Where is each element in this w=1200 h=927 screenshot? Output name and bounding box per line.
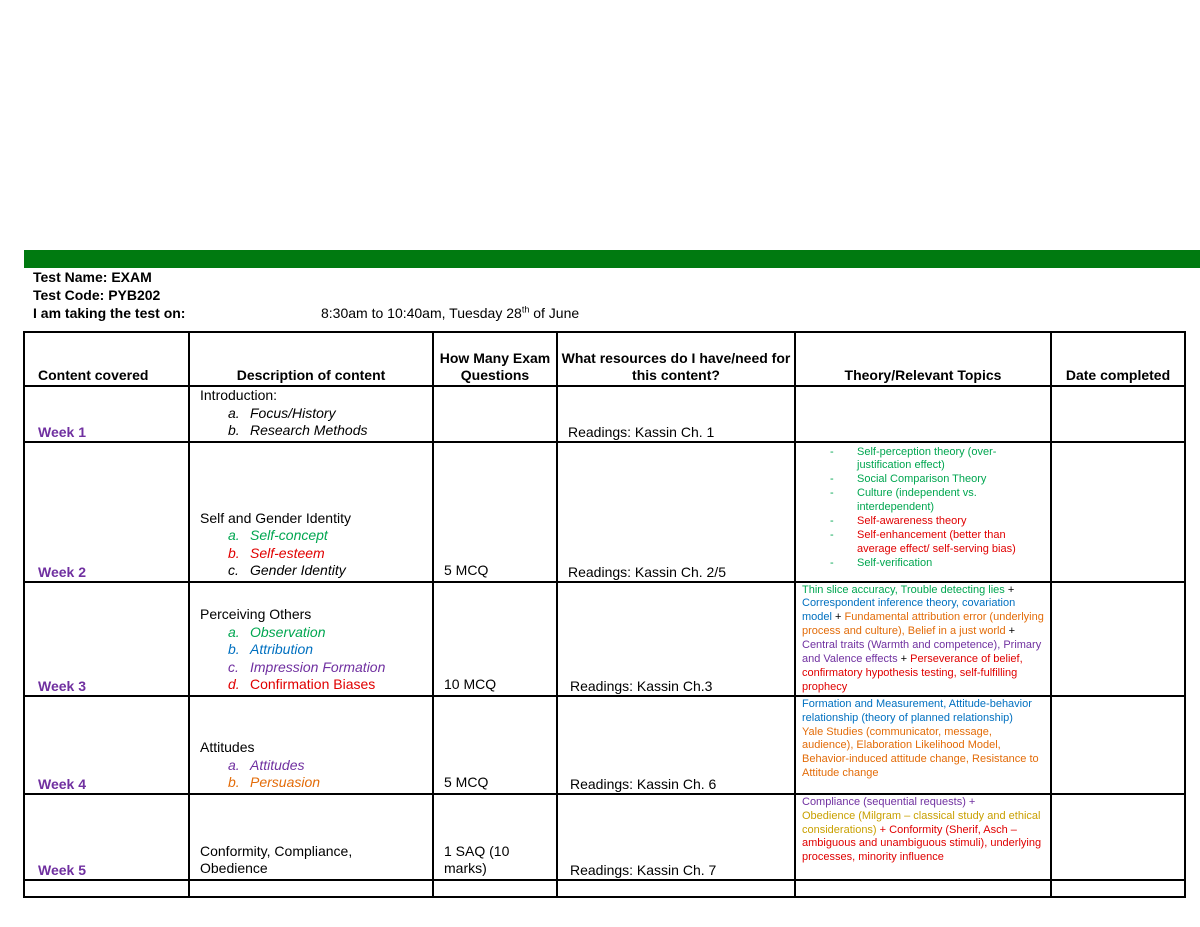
table-row [24, 582, 1185, 696]
resources-cell: Readings: Kassin Ch. 7 [557, 794, 795, 880]
description-title: Conformity, Compliance, Obedience [200, 842, 353, 877]
resources-cell: Readings: Kassin Ch. 1 [557, 386, 795, 442]
topic-bullet: - Self-verification [830, 556, 933, 569]
table-row-empty [24, 880, 1185, 897]
table-row [24, 696, 1185, 794]
table-row [24, 794, 1185, 880]
col-header-resources: What resources do I have/need for this content? [557, 332, 795, 386]
questions-cell: 1 SAQ (10 marks) [433, 794, 557, 880]
topics-list [802, 446, 1044, 571]
topics-cell [795, 386, 1051, 442]
description-item: a. Focus/History [228, 404, 336, 421]
description-title: Perceiving Others [200, 606, 312, 623]
week-label: Week 4 [24, 696, 189, 794]
taking-test-label: I am taking the test on: [33, 305, 186, 321]
week-label: Week 1 [24, 386, 189, 442]
date-completed-cell[interactable] [1051, 442, 1185, 582]
topics-cell [795, 696, 1051, 794]
description-item: b. Attribution [228, 641, 314, 658]
col-header-description: Description of content [189, 332, 433, 386]
test-code: Test Code: PYB202 [33, 287, 161, 303]
table-header-row [24, 332, 1185, 386]
description-item: c. Impression Formation [228, 658, 386, 675]
empty-cell[interactable] [795, 880, 1051, 897]
topic-bullet: - Culture (independent vs. interdependent) [830, 487, 977, 514]
date-completed-cell[interactable] [1051, 794, 1185, 880]
topic-bullet: - Self-awareness theory [830, 515, 967, 528]
topics-text: Formation and Measurement, Attitude-behavior relationship (theory of planned relationship) [802, 697, 1032, 724]
topics-cell [795, 794, 1051, 880]
description-cell [189, 794, 433, 880]
resources-cell: Readings: Kassin Ch. 6 [557, 696, 795, 794]
empty-cell[interactable] [189, 880, 433, 897]
study-plan-table [23, 331, 1186, 898]
week-label: Week 3 [24, 582, 189, 696]
description-cell [189, 582, 433, 696]
topics-text: Thin slice accuracy, Trouble detecting lies + Correspondent inference theory, covariation model + Fundamental attribution error (underlying process and culture), Belief in a just world + Central traits (Warmth and competence), Primary and Valence effects + Perseverance of belief, confirmatory hypothesis testing, self-fulfilling prophecy [802, 583, 1044, 693]
description-cell [189, 386, 433, 442]
topics-text: Yale Studies (communicator, message, audience), Elaboration Likelihood Model, Behavior-induced attitude change, Resistance to Attitude change [802, 725, 1039, 780]
questions-cell [433, 386, 557, 442]
questions-cell: 5 MCQ [433, 696, 557, 794]
topic-bullet: - Self-enhancement (better than average effect/ self-serving bias) [830, 528, 1016, 555]
week-label: Week 5 [24, 794, 189, 880]
questions-cell: 5 MCQ [433, 442, 557, 582]
topics-cell [795, 582, 1051, 696]
questions-cell: 10 MCQ [433, 582, 557, 696]
description-item: a. Attitudes [228, 756, 305, 773]
description-item: b. Persuasion [228, 774, 321, 791]
description-item: b. Self-esteem [228, 544, 325, 561]
empty-cell[interactable] [24, 880, 189, 897]
col-header-content: Content covered [24, 332, 189, 386]
empty-cell[interactable] [1051, 880, 1185, 897]
description-title: Attitudes [200, 739, 255, 756]
test-name: Test Name: EXAM [33, 269, 152, 285]
test-date-line [33, 304, 1133, 322]
resources-cell: Readings: Kassin Ch. 2/5 [557, 442, 795, 582]
date-completed-cell[interactable] [1051, 386, 1185, 442]
description-cell [189, 442, 433, 582]
description-cell [189, 696, 433, 794]
description-item: a. Self-concept [228, 527, 328, 543]
description-item: c. Gender Identity [228, 562, 346, 578]
description-title: Self and Gender Identity [200, 509, 351, 526]
week-label: Week 2 [24, 442, 189, 582]
topics-cell [795, 442, 1051, 582]
date-completed-cell[interactable] [1051, 582, 1185, 696]
col-header-questions: How Many Exam Questions [433, 332, 557, 386]
col-header-date: Date completed [1051, 332, 1185, 386]
topic-bullet: - Social Comparison Theory [830, 473, 987, 486]
empty-cell[interactable] [557, 880, 795, 897]
topic-bullet: - Self-perception theory (over-justification effect) [830, 445, 997, 472]
resources-cell: Readings: Kassin Ch.3 [557, 582, 795, 696]
description-item: b. Research Methods [228, 422, 368, 438]
test-date: 8:30am to 10:40am, Tuesday 28th of June [321, 304, 580, 321]
topics-text: Obedience (Milgram – classical study and ethical considerations) + Conformity (Sherif, Asch – ambiguous and unambiguous stimuli), underlying processes, minority influence [802, 809, 1042, 864]
col-header-topics: Theory/Relevant Topics [795, 332, 1051, 386]
description-item: d. Confirmation Biases [228, 676, 376, 693]
description-title: Introduction: [200, 387, 278, 403]
header-green-bar [24, 250, 1200, 268]
description-item: a. Observation [228, 623, 326, 640]
date-completed-cell[interactable] [1051, 696, 1185, 794]
empty-cell[interactable] [433, 880, 557, 897]
topics-text: Compliance (sequential requests) + [802, 795, 976, 808]
table-row [24, 442, 1185, 582]
table-row [24, 386, 1185, 442]
